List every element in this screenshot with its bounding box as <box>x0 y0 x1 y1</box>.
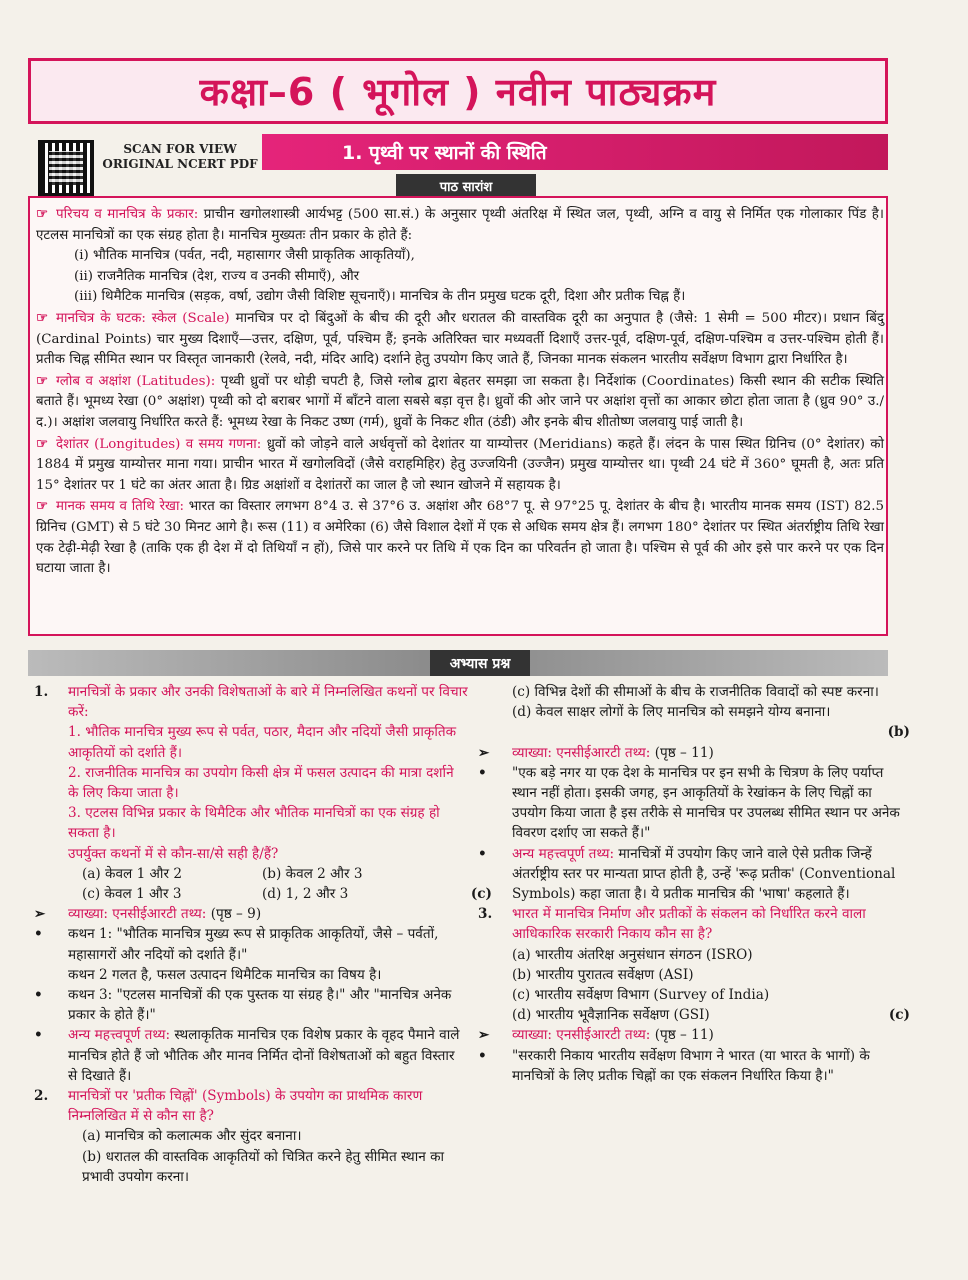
bullet-icon: • <box>478 764 487 781</box>
question-number: 3. <box>478 906 493 923</box>
summary-body: पृथ्वी ध्रुवों पर थोड़ी चपटी है, जिसे ग्लोब द्वारा बेहतर समझा जा सकता है। निर्देशांक (Coordinates) किसी स्थान की सटीक स्थिति बताते हैं। भूमध्य रेखा (0° अक्षांश) पृथ्वी को दो बराबर भागों में बाँटने वाला सबसे बड़ा वृत्त है। ध्रुवों की ओर जाने पर अक्षांश वृत्तों का आकार छोटा होता जाता है (ध्रुव 90° उ./द.)। अक्षांश जलवायु निर्धारित करते हैं: भूमध्य रेखा के निकट उष्ण (गर्म), ध्रुवों के निकट शीत (ठंडी) और इनके बीच शीतोष्ण जलवायु पाई जाती है। <box>36 373 884 430</box>
summary-paragraph <box>36 434 884 497</box>
exercise-label: अभ्यास प्रश्न <box>430 650 530 676</box>
explanation-heading: व्याख्या: एनसीईआरटी तथ्य: <box>68 906 207 923</box>
option-d[interactable]: (d) केवल साक्षर लोगों के लिए मानचित्र को समझने योग्य बनाना। <box>512 704 831 721</box>
summary-body: भारत का विस्तार लगभग 8°4 उ. से 37°6 उ. अक्षांश और 68°7 पू. से 97°25 पू. देशांतर के बीच है। भारतीय मानक समय (IST) 82.5 ग्रिनिच (GMT) से 5 घंटे 30 मिनट आगे है। रूस (11) व अमेरिका (6) जैसे विशाल देशों में एक से अधिक समय क्षेत्र हैं। लगभग 180° देशांतर पर स्थित अंतर्राष्ट्रीय तिथि रेखा एक टेढ़ी-मेढ़ी रेखा है (ताकि एक ही देश में दो तिथियाँ न हों), जिसे पार करने पर तिथि में एक दिन का परिवर्तन हो जाता है। पश्चिम से पूर्व की ओर इसे पार करने पर एक दिन घटाया जाता है। <box>36 499 884 577</box>
chapter-banner <box>262 134 888 170</box>
bullet-item <box>478 763 910 844</box>
summary-heading: मानचित्र के घटक: स्केल (Scale) <box>56 310 230 326</box>
summary-body: मानचित्र पर दो बिंदुओं के बीच की दूरी और धरातल की वास्तविक दूरी का अनुपात है (जैसे: 1 सेमी = 500 मीटर)। प्रधान बिंदु (Cardinal Points) चार मुख्य दिशाएँ—उत्तर, दक्षिण, पूर्व, पश्चिम हैं; इनके अतिरिक्त चार मध्यवर्ती दिशाएँ उत्तर-पूर्व, दक्षिण-पूर्व, दक्षिण-पश्चिम व उत्तर-पश्चिम होती हैं। प्रतीक चिह्न सीमित स्थान पर विस्तृत जानकारी (रेलवे, नदी, मंदिर आदि) दर्शाने हेतु उपयोग किए जाते हैं, जिनका मानक संकलन भारतीय सर्वेक्षण विभाग द्वारा निर्धारित है। <box>36 310 884 368</box>
option-b[interactable]: (b) केवल 2 और 3 <box>262 865 363 882</box>
question-text: मानचित्रों के प्रकार और उनकी विशेषताओं के बारे में निम्नलिखित कथनों पर विचार करें: <box>68 684 468 721</box>
right-column <box>478 682 910 1086</box>
summary-heading: ग्लोब व अक्षांश (Latitudes): <box>56 373 216 389</box>
bullet-icon: • <box>34 987 43 1004</box>
question-1 <box>34 682 468 722</box>
option-d[interactable]: (d) भारतीय भूवैज्ञानिक सर्वेक्षण (GSI) <box>512 1007 710 1024</box>
arrow-right-icon: ➢ <box>34 906 46 923</box>
statement-item: 1. भौतिक मानचित्र मुख्य रूप से पर्वत, पठार, मैदान और नदियों जैसी प्राकृतिक आकृतियों को दर्शाते हैं। <box>68 724 457 761</box>
explanation-row <box>478 743 910 763</box>
statement-item: 2. राजनीतिक मानचित्र का उपयोग किसी क्षेत्र में फसल उत्पादन की मात्रा दर्शाने के लिए किया जाता है। <box>68 764 454 802</box>
summary-sub-item: (i) भौतिक मानचित्र (पर्वत, नदी, महासागर जैसी प्राकृतिक आकृतियाँ), <box>74 248 415 264</box>
pointer-hand-icon: ☞ <box>36 206 49 222</box>
bullet-icon: • <box>34 926 43 943</box>
summary-sub-item: (ii) राजनैतिक मानचित्र (देश, राज्य व उनकी सीमाएँ), और <box>74 268 360 284</box>
bullet-item <box>478 844 910 905</box>
question-ask: उपर्युक्त कथनों में से कौन-सा/से सही है/हैं? <box>68 845 279 862</box>
option-b[interactable]: (b) भारतीय पुरातत्व सर्वेक्षण (ASI) <box>512 966 694 983</box>
answer-badge: (c) <box>888 1007 910 1024</box>
summary-heading: परिचय व मानचित्र के प्रकार: <box>56 207 199 222</box>
summary-paragraph <box>36 308 884 371</box>
page-header <box>28 58 888 124</box>
summary-paragraph <box>36 496 884 579</box>
statement-explanation: कथन 2 गलत है, फसल उत्पादन थिमैटिक मानचित्र का विषय है। <box>68 966 382 983</box>
arrow-right-icon: ➢ <box>478 1027 490 1044</box>
other-facts-heading: अन्य महत्त्वपूर्ण तथ्य: <box>512 845 615 862</box>
option-row <box>478 1005 910 1025</box>
summary-heading: देशांतर (Longitudes) व समय गणना: <box>56 436 262 452</box>
summary-body: प्राचीन खगोलशास्त्री आर्यभट्ट (500 सा.सं.) के अनुसार पृथ्वी अंतरिक्ष में स्थित जल, पृथ्वी, अग्नि व वायु से निर्मित एक गोलाकार पिंड है। एटलस मानचित्रों का एक संग्रह होता है। मानचित्र मुख्यतः तीन प्रकार के होते हैं: <box>36 207 884 243</box>
summary-heading: मानक समय व तिथि रेखा: <box>56 499 184 515</box>
summary-paragraph <box>36 371 884 434</box>
answer-badge: (b) <box>887 724 910 741</box>
other-facts-heading: अन्य महत्त्वपूर्ण तथ्य: <box>68 1027 171 1044</box>
summary-text <box>36 204 884 580</box>
summary-body: ध्रुवों को जोड़ने वाले अर्धवृत्तों को देशांतर या याम्योत्तर (Meridians) कहते हैं। लंदन के पास स्थित ग्रिनिच (0° देशांतर) को 1884 में प्रमुख याम्योत्तर माना गया। प्राचीन भारत में खगोलविदों (जैसे वराहमिहिर) हेतु उज्जयिनी (उज्जैन) प्रमुख याम्योत्तर था। पृथ्वी 24 घंटे में 360° घूमती है, अतः प्रति 15° देशांतर पर 1 घंटे का अंतर आता है। ग्रिड अक्षांशों व देशांतरों का जाल है जो स्थान खोजने में सहायक है। <box>36 436 884 493</box>
scan-qr-label: SCAN FOR VIEW ORIGINAL NCERT PDF <box>102 142 258 171</box>
page-title: कक्षा–6 ( भूगोल ) नवीन पाठ्यक्रम <box>199 70 717 114</box>
bullet-item <box>34 924 468 964</box>
bullet-item <box>34 1025 468 1086</box>
option-a[interactable]: (a) भारतीय अंतरिक्ष अनुसंधान संगठन (ISRO) <box>512 946 753 963</box>
option-a[interactable]: (a) केवल 1 और 2 <box>82 865 182 882</box>
explanation-row <box>478 1025 910 1045</box>
option-a[interactable]: (a) मानचित्र को कलात्मक और सुंदर बनाना। <box>82 1128 302 1145</box>
statement-explanation: कथन 3: "एटलस मानचित्रों की एक पुस्तक या संग्रह है।" और "मानचित्र अनेक प्रकार के होते हैं।" <box>68 987 452 1024</box>
option-b[interactable]: (b) धरातल की वास्तविक आकृतियों को चित्रित करने हेतु सीमित स्थान का प्रभावी उपयोग करना। <box>82 1148 445 1185</box>
qr-code-icon[interactable] <box>38 140 94 196</box>
pointer-hand-icon: ☞ <box>36 309 49 326</box>
bullet-item <box>34 985 468 1025</box>
option-c[interactable]: (c) भारतीय सर्वेक्षण विभाग (Survey of India) <box>512 987 770 1004</box>
explanation-heading: व्याख्या: एनसीईआरटी तथ्य: <box>512 744 651 761</box>
page-reference: (पृष्ठ – 11) <box>654 1027 714 1044</box>
left-column <box>34 682 492 1187</box>
question-text: मानचित्रों पर 'प्रतीक चिह्नों' (Symbols) के उपयोग का प्राथमिक कारण निम्नलिखित में से कौन सा है? <box>68 1088 423 1125</box>
question-number: 1. <box>34 684 49 700</box>
explanation-text: "एक बड़े नगर या एक देश के मानचित्र पर इन सभी के चित्रण के लिए पर्याप्त स्थान नहीं होता। इसकी जगह, इन आकृतियों के रेखांकन के लिए चिह्नों का उपयोग किया जाता है इस तरीके से मानचित्र पर उपलब्ध सीमित स्थान पर अनेक विवरण दर्शाए जा सकते हैं।" <box>512 764 900 842</box>
summary-sub-item: (iii) थिमैटिक मानचित्र (सड़क, वर्षा, उद्योग जैसी विशिष्ट सूचनाएँ)। मानचित्र के तीन प्रमुख घटक दूरी, दिशा और प्रतीक चिह्न हैं। <box>74 289 686 305</box>
pointer-hand-icon: ☞ <box>36 435 49 452</box>
arrow-right-icon: ➢ <box>478 744 490 761</box>
options-grid <box>34 864 492 904</box>
summary-paragraph <box>36 204 884 246</box>
answer-badge: (c) <box>470 886 492 903</box>
option-c[interactable]: (c) विभिन्न देशों की सीमाओं के बीच के राजनीतिक विवादों को स्पष्ट करना। <box>512 684 879 700</box>
explanation-text: "सरकारी निकाय भारतीय सर्वेक्षण विभाग ने भारत (या भारत के भागों) के मानचित्रों के लिए प्रतीक चिह्नों का एक संकलन निर्धारित किया है।" <box>512 1047 870 1084</box>
statement-explanation: कथन 1: "भौतिक मानचित्र मुख्य रूप से प्राकृतिक आकृतियों, जैसे – पर्वतों, महासागरों और नदियों को दर्शाते हैं।" <box>68 926 439 963</box>
bullet-icon: • <box>478 1047 487 1064</box>
explanation-heading: व्याख्या: एनसीईआरटी तथ्य: <box>512 1027 651 1044</box>
section-label: पाठ सारांश <box>396 174 536 198</box>
statement-item: 3. एटलस विभिन्न प्रकार के थिमैटिक और भौतिक मानचित्रों का एक संग्रह हो सकता है। <box>68 805 440 842</box>
pointer-hand-icon: ☞ <box>36 498 49 515</box>
page-reference: (पृष्ठ – 9) <box>210 906 262 923</box>
option-c[interactable]: (c) केवल 1 और 3 <box>82 886 182 903</box>
option-d[interactable]: (d) 1, 2 और 3 <box>262 886 349 903</box>
question-3 <box>478 904 910 944</box>
page-reference: (पृष्ठ – 11) <box>654 744 714 761</box>
question-2 <box>34 1086 468 1126</box>
chapter-title: 1. पृथ्वी पर स्थानों की स्थिति <box>342 142 547 164</box>
other-facts-text: स्थलाकृतिक मानचित्र एक विशेष प्रकार के वृहद पैमाने वाले मानचित्र होते हैं जो भौतिक और मानव निर्मित दोनों विशेषताओं को बहुत विस्तार से दिखाते हैं। <box>68 1027 460 1084</box>
bullet-icon: • <box>34 1027 43 1044</box>
pointer-hand-icon: ☞ <box>36 372 49 389</box>
question-number: 2. <box>34 1088 49 1105</box>
question-text: भारत में मानचित्र निर्माण और प्रतीकों के संकलन को निर्धारित करने वाला आधिकारिक सरकारी निकाय कौन सा है? <box>512 906 866 943</box>
bullet-icon: • <box>478 845 487 862</box>
bullet-item <box>478 1046 910 1086</box>
other-facts-text: मानचित्रों में उपयोग किए जाने वाले ऐसे प्रतीक जिन्हें अंतर्राष्ट्रीय स्तर पर मान्यता प्राप्त होती है, उन्हें 'रूढ़ प्रतीक' (Conventional Symbols) कहा जाता है। ये प्रतीक मानचित्र की 'भाषा' कहलाते हैं। <box>512 845 896 903</box>
explanation-row <box>34 904 468 924</box>
